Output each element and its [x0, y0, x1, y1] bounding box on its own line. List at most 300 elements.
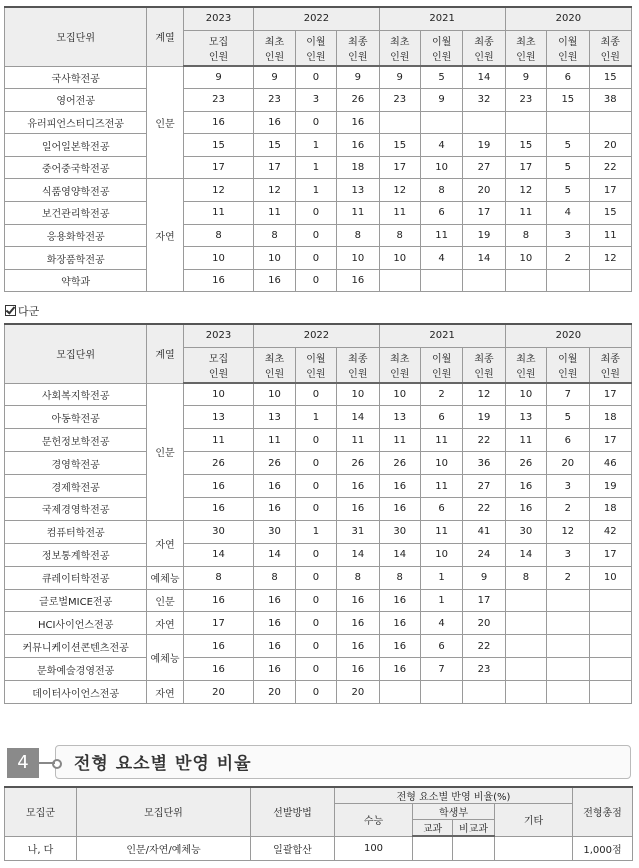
- series-cell: 자연: [147, 520, 183, 566]
- value-cell: 4: [547, 202, 589, 225]
- value-cell: 0: [295, 66, 336, 89]
- value-cell: 6: [420, 406, 462, 429]
- value-cell: 16: [183, 497, 254, 520]
- value-cell: 5: [547, 134, 589, 157]
- header-carryover: 이월 인원: [547, 347, 589, 383]
- header-subject: 교과: [413, 820, 453, 837]
- unit-name: 정보통계학전공: [5, 543, 147, 566]
- value-cell: 23: [183, 89, 254, 112]
- unit-name: 중어중국학전공: [5, 156, 147, 179]
- value-cell: 9: [463, 566, 505, 589]
- value-cell: 8: [505, 566, 546, 589]
- value-cell: 9: [337, 66, 379, 89]
- value-cell: 16: [183, 269, 254, 292]
- value-cell: 7: [420, 658, 462, 681]
- header-carryover: 이월 인원: [295, 30, 336, 66]
- value-cell: [589, 681, 632, 704]
- value-cell: 8: [420, 179, 462, 202]
- header-initial: 최초 인원: [254, 30, 295, 66]
- value-cell: 16: [337, 589, 379, 612]
- header-final: 최종 인원: [337, 347, 379, 383]
- value-cell: 0: [295, 566, 336, 589]
- value-cell: 2: [547, 566, 589, 589]
- value-cell: 1: [295, 134, 336, 157]
- value-cell: 10: [379, 383, 420, 406]
- value-cell: 15: [183, 134, 254, 157]
- value-cell: 0: [295, 224, 336, 247]
- header-initial: 최초 인원: [505, 30, 546, 66]
- value-cell: [420, 111, 462, 134]
- value-cell: 26: [337, 89, 379, 112]
- value-cell: 17: [505, 156, 546, 179]
- value-cell: 8: [254, 566, 295, 589]
- value-cell: 26: [183, 452, 254, 475]
- value-cell: 12: [463, 383, 505, 406]
- value-cell: 20: [463, 179, 505, 202]
- header-series: 계열: [147, 7, 183, 66]
- value-cell: [589, 612, 632, 635]
- value-cell: 10: [505, 383, 546, 406]
- value-cell: 0: [295, 452, 336, 475]
- series-cell: 예체능: [147, 635, 183, 681]
- value-cell: 5: [547, 156, 589, 179]
- value-cell: 16: [254, 612, 295, 635]
- series-cell: 예체능: [147, 566, 183, 589]
- value-cell: 17: [183, 612, 254, 635]
- value-cell: 11: [379, 429, 420, 452]
- admission-table-1: [4, 6, 632, 292]
- table-row: [5, 179, 632, 202]
- unit-name: 국사학전공: [5, 66, 147, 89]
- table-row: [5, 406, 632, 429]
- value-cell: 23: [254, 89, 295, 112]
- header-year-2023: 2023: [183, 324, 254, 347]
- header-year-2020: 2020: [505, 324, 631, 347]
- table-row: [5, 247, 632, 270]
- value-cell: [420, 681, 462, 704]
- value-cell: 12: [183, 179, 254, 202]
- value-cell: 6: [547, 429, 589, 452]
- table-row: [5, 612, 632, 635]
- value-cell: 16: [254, 589, 295, 612]
- header-year-2020: 2020: [505, 7, 631, 30]
- header-carryover: 이월 인원: [295, 347, 336, 383]
- value-cell: 2: [547, 247, 589, 270]
- value-cell: 0: [295, 202, 336, 225]
- value-cell: 16: [337, 134, 379, 157]
- header-record: 학생부: [413, 804, 495, 820]
- value-cell: [463, 681, 505, 704]
- value-cell: 23: [463, 658, 505, 681]
- value-cell: 6: [547, 66, 589, 89]
- unit-name: 큐레이터학전공: [5, 566, 147, 589]
- value-cell: 15: [254, 134, 295, 157]
- value-cell: 14: [463, 247, 505, 270]
- value-cell: 22: [463, 497, 505, 520]
- value-cell: 18: [337, 156, 379, 179]
- value-cell: 3: [547, 543, 589, 566]
- value-cell: 5: [547, 406, 589, 429]
- value-cell: 11: [420, 520, 462, 543]
- value-cell: 17: [183, 156, 254, 179]
- value-cell: 16: [337, 497, 379, 520]
- header-method: 선발방법: [251, 787, 335, 836]
- value-cell: 16: [337, 475, 379, 498]
- value-cell: 0: [295, 681, 336, 704]
- value-cell: 3: [547, 224, 589, 247]
- value-cell: 11: [337, 202, 379, 225]
- value-cell: 2: [547, 497, 589, 520]
- value-cell: 16: [254, 111, 295, 134]
- value-cell: 17: [589, 543, 632, 566]
- cell-subject: [413, 836, 453, 860]
- unit-name: 화장품학전공: [5, 247, 147, 270]
- value-cell: 0: [295, 658, 336, 681]
- value-cell: 7: [547, 383, 589, 406]
- value-cell: 10: [254, 383, 295, 406]
- value-cell: [547, 269, 589, 292]
- table-row: [5, 658, 632, 681]
- table-row: [5, 452, 632, 475]
- header-group: 모집군: [5, 787, 77, 836]
- value-cell: 11: [505, 429, 546, 452]
- value-cell: 30: [379, 520, 420, 543]
- value-cell: 19: [463, 134, 505, 157]
- table-2-body: [5, 383, 632, 703]
- value-cell: 16: [183, 111, 254, 134]
- value-cell: 11: [183, 202, 254, 225]
- header-carryover: 이월 인원: [420, 30, 462, 66]
- header-nonsubject: 비교과: [453, 820, 495, 837]
- value-cell: 1: [295, 406, 336, 429]
- unit-name: 응용화학전공: [5, 224, 147, 247]
- value-cell: 0: [295, 269, 336, 292]
- value-cell: 16: [337, 658, 379, 681]
- value-cell: 16: [379, 635, 420, 658]
- value-cell: 0: [295, 429, 336, 452]
- value-cell: 13: [337, 179, 379, 202]
- value-cell: 19: [463, 224, 505, 247]
- value-cell: 0: [295, 543, 336, 566]
- value-cell: 9: [254, 66, 295, 89]
- section-title: 전형 요소별 반영 비율: [74, 754, 252, 774]
- value-cell: 0: [295, 383, 336, 406]
- unit-name: 영어전공: [5, 89, 147, 112]
- value-cell: [505, 658, 546, 681]
- value-cell: 22: [589, 156, 632, 179]
- value-cell: 22: [463, 635, 505, 658]
- value-cell: 12: [505, 179, 546, 202]
- header-unit: 모집단위: [5, 7, 147, 66]
- value-cell: [589, 589, 632, 612]
- table-1-body: [5, 66, 632, 292]
- value-cell: 10: [183, 383, 254, 406]
- value-cell: 10: [505, 247, 546, 270]
- table-row: [5, 66, 632, 89]
- unit-name: 식품영양학전공: [5, 179, 147, 202]
- header-final: 최종 인원: [463, 347, 505, 383]
- value-cell: 6: [420, 635, 462, 658]
- header-recruit: 모집 인원: [183, 30, 254, 66]
- value-cell: 0: [295, 635, 336, 658]
- value-cell: 3: [547, 475, 589, 498]
- value-cell: 18: [589, 497, 632, 520]
- header-final: 최종 인원: [589, 347, 632, 383]
- value-cell: [589, 111, 632, 134]
- value-cell: 5: [420, 66, 462, 89]
- value-cell: 10: [420, 452, 462, 475]
- checkbox-icon: [5, 305, 16, 316]
- value-cell: 9: [183, 66, 254, 89]
- value-cell: 13: [379, 406, 420, 429]
- value-cell: [505, 589, 546, 612]
- value-cell: [505, 269, 546, 292]
- value-cell: [547, 681, 589, 704]
- value-cell: 16: [254, 497, 295, 520]
- value-cell: 17: [463, 202, 505, 225]
- value-cell: 11: [420, 429, 462, 452]
- value-cell: [420, 269, 462, 292]
- value-cell: [379, 111, 420, 134]
- header-unit: 모집단위: [77, 787, 251, 836]
- value-cell: 15: [589, 202, 632, 225]
- header-suneung: 수능: [335, 804, 413, 837]
- value-cell: 27: [463, 475, 505, 498]
- table-row: [5, 156, 632, 179]
- header-year-2023: 2023: [183, 7, 254, 30]
- series-cell: 인문: [147, 383, 183, 520]
- dagun-label: 다군: [18, 305, 40, 318]
- value-cell: 11: [505, 202, 546, 225]
- value-cell: 30: [254, 520, 295, 543]
- value-cell: [379, 681, 420, 704]
- unit-name: 국제경영학전공: [5, 497, 147, 520]
- value-cell: 10: [254, 247, 295, 270]
- series-cell: 인문: [147, 66, 183, 179]
- value-cell: 46: [589, 452, 632, 475]
- value-cell: 15: [547, 89, 589, 112]
- value-cell: [505, 635, 546, 658]
- value-cell: 10: [420, 156, 462, 179]
- value-cell: 36: [463, 452, 505, 475]
- value-cell: [547, 589, 589, 612]
- value-cell: 31: [337, 520, 379, 543]
- value-cell: 30: [505, 520, 546, 543]
- value-cell: 16: [379, 589, 420, 612]
- value-cell: 1: [420, 566, 462, 589]
- value-cell: [547, 635, 589, 658]
- value-cell: [589, 269, 632, 292]
- value-cell: 0: [295, 111, 336, 134]
- header-year-2022: 2022: [254, 324, 379, 347]
- dagun-heading: [5, 303, 39, 319]
- header-initial: 최초 인원: [505, 347, 546, 383]
- value-cell: 20: [337, 681, 379, 704]
- value-cell: 8: [337, 224, 379, 247]
- value-cell: 16: [337, 269, 379, 292]
- connector-line: [39, 762, 55, 764]
- value-cell: 1: [295, 179, 336, 202]
- value-cell: 1: [420, 589, 462, 612]
- value-cell: [463, 111, 505, 134]
- value-cell: 27: [463, 156, 505, 179]
- value-cell: 23: [505, 89, 546, 112]
- series-cell: 인문: [147, 589, 183, 612]
- value-cell: 26: [505, 452, 546, 475]
- value-cell: 11: [337, 429, 379, 452]
- table-row: [5, 681, 632, 704]
- unit-name: 사회복지학전공: [5, 383, 147, 406]
- value-cell: 19: [589, 475, 632, 498]
- value-cell: 11: [254, 429, 295, 452]
- value-cell: [547, 111, 589, 134]
- value-cell: 26: [337, 452, 379, 475]
- header-year-2021: 2021: [379, 7, 505, 30]
- value-cell: 0: [295, 475, 336, 498]
- value-cell: 12: [379, 179, 420, 202]
- value-cell: 12: [589, 247, 632, 270]
- table-row: [5, 202, 632, 225]
- value-cell: 0: [295, 247, 336, 270]
- value-cell: 10: [337, 383, 379, 406]
- cell-total: 1,000점: [573, 836, 633, 860]
- table-row: [5, 635, 632, 658]
- value-cell: 17: [589, 429, 632, 452]
- cell-method: 일괄합산: [251, 836, 335, 860]
- header-final: 최종 인원: [337, 30, 379, 66]
- value-cell: 6: [420, 497, 462, 520]
- value-cell: 8: [337, 566, 379, 589]
- header-year-2021: 2021: [379, 324, 505, 347]
- value-cell: 38: [589, 89, 632, 112]
- table-row: [5, 134, 632, 157]
- cell-unit: 인문/자연/예체능: [77, 836, 251, 860]
- cell-group: 나, 다: [5, 836, 77, 860]
- value-cell: 42: [589, 520, 632, 543]
- value-cell: 20: [183, 681, 254, 704]
- series-cell: 자연: [147, 681, 183, 704]
- value-cell: 13: [183, 406, 254, 429]
- unit-name: 컴퓨터학전공: [5, 520, 147, 543]
- unit-name: 글로벌MICE전공: [5, 589, 147, 612]
- value-cell: 8: [379, 566, 420, 589]
- value-cell: 16: [379, 475, 420, 498]
- value-cell: 11: [589, 224, 632, 247]
- value-cell: 8: [379, 224, 420, 247]
- value-cell: 6: [420, 202, 462, 225]
- header-initial: 최초 인원: [254, 347, 295, 383]
- value-cell: 17: [254, 156, 295, 179]
- value-cell: 4: [420, 612, 462, 635]
- value-cell: 8: [505, 224, 546, 247]
- value-cell: 20: [463, 612, 505, 635]
- value-cell: 16: [379, 497, 420, 520]
- series-cell: 자연: [147, 612, 183, 635]
- admission-table-2: [4, 323, 632, 704]
- section-number: 4: [7, 748, 39, 778]
- value-cell: 1: [295, 156, 336, 179]
- value-cell: 20: [547, 452, 589, 475]
- value-cell: 16: [337, 111, 379, 134]
- value-cell: 8: [183, 566, 254, 589]
- unit-name: 경영학전공: [5, 452, 147, 475]
- value-cell: 4: [420, 134, 462, 157]
- value-cell: 14: [463, 66, 505, 89]
- table-row: [5, 497, 632, 520]
- value-cell: 16: [337, 612, 379, 635]
- value-cell: 16: [254, 269, 295, 292]
- table-row: [5, 383, 632, 406]
- unit-name: 보건관리학전공: [5, 202, 147, 225]
- value-cell: 3: [295, 89, 336, 112]
- value-cell: 9: [505, 66, 546, 89]
- value-cell: 26: [254, 452, 295, 475]
- cell-etc: [495, 836, 573, 860]
- value-cell: 16: [379, 658, 420, 681]
- value-cell: 9: [379, 66, 420, 89]
- unit-name: 일어일본학전공: [5, 134, 147, 157]
- value-cell: 0: [295, 589, 336, 612]
- value-cell: [547, 658, 589, 681]
- value-cell: 0: [295, 497, 336, 520]
- value-cell: 13: [254, 406, 295, 429]
- value-cell: 20: [254, 681, 295, 704]
- value-cell: [463, 269, 505, 292]
- value-cell: 10: [337, 247, 379, 270]
- unit-name: 경제학전공: [5, 475, 147, 498]
- value-cell: 16: [183, 658, 254, 681]
- cell-nonsubject: [453, 836, 495, 860]
- value-cell: 14: [183, 543, 254, 566]
- table-row: [5, 224, 632, 247]
- value-cell: 11: [183, 429, 254, 452]
- value-cell: 14: [379, 543, 420, 566]
- value-cell: 16: [505, 497, 546, 520]
- header-unit: 모집단위: [5, 324, 147, 383]
- value-cell: 10: [379, 247, 420, 270]
- value-cell: 16: [183, 635, 254, 658]
- cell-suneung: 100: [335, 836, 413, 860]
- value-cell: 8: [183, 224, 254, 247]
- unit-name: 데이터사이언스전공: [5, 681, 147, 704]
- value-cell: 20: [589, 134, 632, 157]
- value-cell: 16: [183, 475, 254, 498]
- value-cell: 16: [183, 589, 254, 612]
- value-cell: [547, 612, 589, 635]
- unit-name: HCI사이언스전공: [5, 612, 147, 635]
- value-cell: 16: [379, 612, 420, 635]
- value-cell: 11: [420, 224, 462, 247]
- value-cell: 19: [463, 406, 505, 429]
- unit-name: 문화예술경영전공: [5, 658, 147, 681]
- value-cell: 10: [589, 566, 632, 589]
- value-cell: 16: [254, 658, 295, 681]
- table-row: [5, 475, 632, 498]
- header-final: 최종 인원: [589, 30, 632, 66]
- value-cell: 0: [295, 612, 336, 635]
- value-cell: 16: [254, 475, 295, 498]
- value-cell: 30: [183, 520, 254, 543]
- value-cell: 5: [547, 179, 589, 202]
- value-cell: 10: [420, 543, 462, 566]
- value-cell: 12: [254, 179, 295, 202]
- value-cell: 23: [379, 89, 420, 112]
- value-cell: 4: [420, 247, 462, 270]
- value-cell: 32: [463, 89, 505, 112]
- value-cell: 18: [589, 406, 632, 429]
- table-row: [5, 520, 632, 543]
- header-carryover: 이월 인원: [547, 30, 589, 66]
